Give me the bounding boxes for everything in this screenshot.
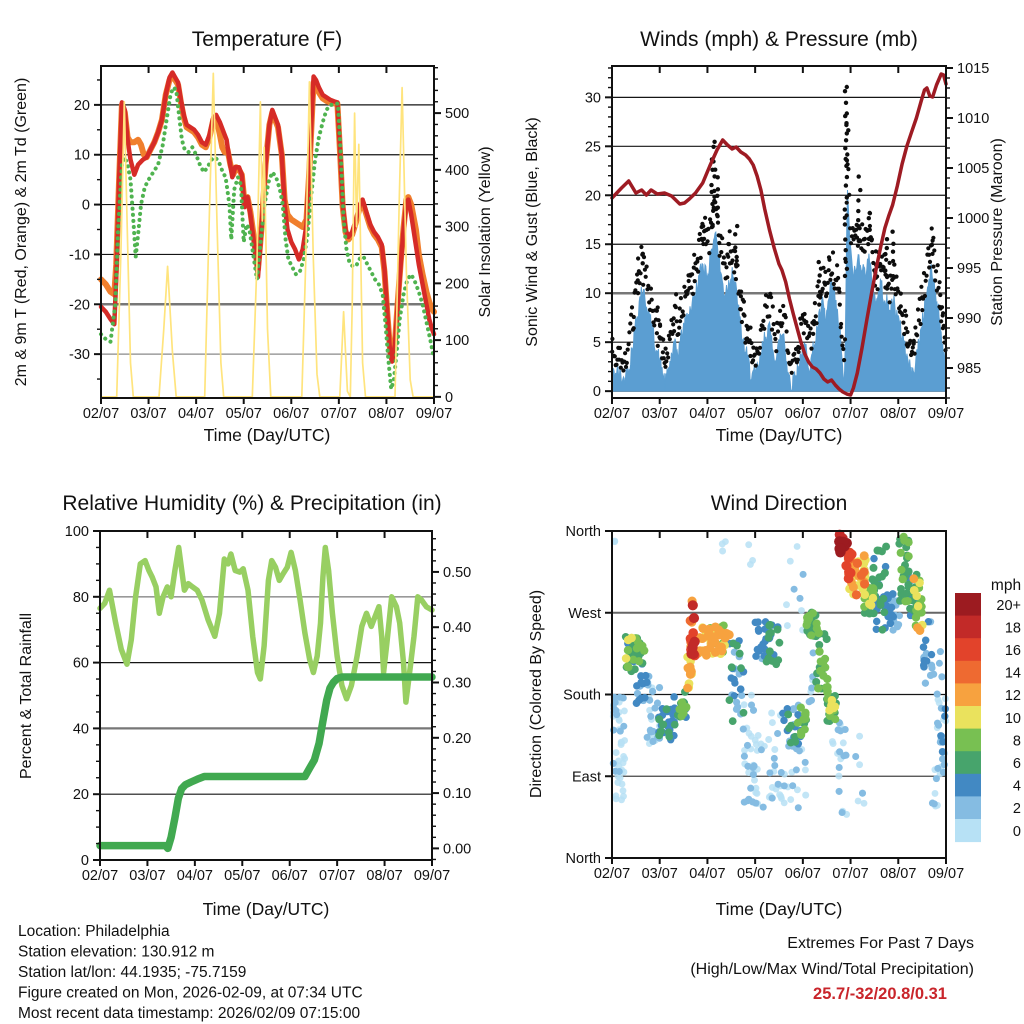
svg-text:02/07: 02/07: [82, 406, 120, 422]
svg-text:06/07: 06/07: [273, 406, 310, 422]
svg-text:05/07: 05/07: [736, 866, 774, 882]
svg-text:0.30: 0.30: [443, 675, 472, 692]
svg-text:200: 200: [445, 276, 470, 293]
footer-elevation: Station elevation: 130.912 m: [18, 943, 215, 961]
svg-text:1000: 1000: [957, 211, 990, 227]
speed-colorbar-legend: [955, 593, 1021, 842]
svg-text:1005: 1005: [957, 161, 990, 177]
svg-text:06/07: 06/07: [271, 868, 308, 884]
svg-text:8: 8: [1012, 733, 1021, 750]
svg-text:15: 15: [584, 237, 601, 254]
svg-text:25: 25: [584, 139, 601, 156]
svg-text:100: 100: [64, 524, 89, 540]
temperature-yaxis-left-label: 2m & 9m T (Red, Orange) & 2m Td (Green): [13, 77, 30, 387]
svg-text:-20: -20: [69, 297, 90, 314]
svg-text:09/07: 09/07: [415, 406, 453, 422]
svg-text:03/07: 03/07: [129, 868, 166, 884]
winds-yaxis-right-label: Station Pressure (Maroon): [989, 138, 1006, 326]
wind-direction-title: Wind Direction: [710, 492, 848, 515]
svg-text:30: 30: [584, 90, 601, 107]
svg-text:02/07: 02/07: [81, 868, 119, 884]
svg-text:09/07: 09/07: [927, 866, 965, 882]
svg-text:400: 400: [445, 162, 470, 179]
svg-text:18: 18: [1004, 620, 1021, 637]
svg-text:05/07: 05/07: [736, 406, 774, 422]
wind-direction-chart: [563, 524, 1021, 882]
svg-text:0.00: 0.00: [443, 841, 472, 858]
svg-text:1010: 1010: [957, 111, 990, 127]
winds-xaxis-label: Time (Day/UTC): [715, 425, 843, 445]
svg-text:04/07: 04/07: [689, 406, 726, 422]
svg-text:5: 5: [592, 335, 601, 352]
footer-created: Figure created on Mon, 2026-02-09, at 07:34 UTC: [18, 984, 363, 1002]
svg-text:10: 10: [73, 147, 90, 164]
svg-text:0: 0: [81, 197, 90, 214]
svg-text:-30: -30: [69, 347, 90, 364]
svg-text:0.50: 0.50: [443, 564, 472, 581]
svg-text:05/07: 05/07: [224, 868, 261, 884]
svg-text:995: 995: [957, 261, 982, 277]
svg-text:South: South: [563, 687, 601, 704]
svg-text:4: 4: [1012, 778, 1021, 795]
svg-text:West: West: [568, 605, 601, 622]
svg-text:North: North: [565, 851, 601, 867]
temperature-title: Temperature (F): [191, 28, 343, 51]
svg-text:06/07: 06/07: [784, 866, 822, 882]
svg-text:0.20: 0.20: [443, 730, 472, 747]
svg-text:08/07: 08/07: [880, 406, 917, 422]
svg-text:80: 80: [72, 589, 89, 606]
svg-text:990: 990: [957, 311, 982, 327]
svg-text:-10: -10: [69, 247, 90, 264]
svg-text:06/07: 06/07: [784, 406, 822, 422]
extremes-subheading: (High/Low/Max Wind/Total Precipitation): [690, 961, 974, 978]
legend-mph-title: mph: [990, 577, 1022, 594]
svg-text:60: 60: [72, 655, 89, 672]
temperature-chart: [69, 66, 469, 422]
svg-text:20+: 20+: [996, 597, 1021, 614]
winds-pressure-chart: [585, 61, 989, 422]
footer-timestamp: Most recent data timestamp: 2026/02/09 07:15:00: [18, 1005, 361, 1022]
extremes-values: 25.7/-32/20.8/0.31: [813, 985, 947, 1003]
svg-text:East: East: [571, 769, 601, 786]
direction-yaxis-left-label: Direction (Colored By Speed): [528, 589, 545, 799]
svg-text:03/07: 03/07: [641, 406, 678, 422]
svg-text:12: 12: [1004, 688, 1021, 705]
svg-text:04/07: 04/07: [689, 866, 726, 882]
svg-text:985: 985: [957, 361, 982, 377]
svg-text:North: North: [565, 524, 601, 540]
svg-text:09/07: 09/07: [927, 406, 965, 422]
winds-pressure-title: Winds (mph) & Pressure (mb): [640, 28, 918, 51]
svg-text:0: 0: [1012, 823, 1021, 840]
svg-text:05/07: 05/07: [225, 406, 262, 422]
svg-text:1015: 1015: [957, 61, 990, 77]
svg-text:04/07: 04/07: [176, 868, 214, 884]
svg-text:20: 20: [72, 787, 89, 804]
svg-text:20: 20: [584, 188, 601, 205]
svg-text:07/07: 07/07: [318, 868, 356, 884]
svg-text:07/07: 07/07: [832, 866, 869, 882]
temperature-xaxis-label: Time (Day/UTC): [203, 425, 331, 445]
temperature-yaxis-right-label: Solar Insolation (Yellow): [477, 146, 494, 318]
footer-location: Location: Philadelphia: [18, 923, 170, 940]
svg-text:2: 2: [1012, 801, 1021, 818]
winds-yaxis-left-label: Sonic Wind & Gust (Blue, Black): [524, 117, 541, 347]
svg-text:02/07: 02/07: [593, 866, 631, 882]
svg-text:08/07: 08/07: [368, 406, 405, 422]
rh-precip-title: Relative Humidity (%) & Precipitation (in): [62, 492, 442, 515]
svg-text:04/07: 04/07: [177, 406, 215, 422]
svg-text:03/07: 03/07: [641, 866, 678, 882]
rh-xaxis-label: Time (Day/UTC): [202, 899, 330, 919]
svg-text:09/07: 09/07: [413, 868, 451, 884]
svg-text:08/07: 08/07: [366, 868, 403, 884]
svg-text:08/07: 08/07: [880, 866, 917, 882]
svg-text:0.10: 0.10: [443, 786, 472, 803]
svg-text:500: 500: [445, 106, 470, 123]
direction-dots: [610, 530, 949, 818]
rh-yaxis-left-label: Percent & Total Rainfall: [18, 612, 35, 780]
svg-text:10: 10: [1004, 710, 1021, 727]
svg-text:16: 16: [1004, 643, 1021, 659]
svg-text:0.40: 0.40: [443, 620, 472, 637]
svg-text:10: 10: [584, 286, 601, 303]
svg-text:100: 100: [445, 333, 470, 350]
svg-text:02/07: 02/07: [593, 406, 631, 422]
svg-text:03/07: 03/07: [130, 406, 167, 422]
series-total-rainfall: [100, 677, 432, 848]
svg-text:14: 14: [1004, 665, 1021, 682]
svg-text:0: 0: [592, 384, 601, 401]
svg-text:20: 20: [73, 97, 90, 114]
svg-text:300: 300: [445, 219, 470, 236]
direction-xaxis-label: Time (Day/UTC): [715, 899, 843, 919]
svg-text:0: 0: [80, 853, 89, 869]
footer-latlon: Station lat/lon: 44.1935; -75.7159: [18, 964, 247, 981]
extremes-heading: Extremes For Past 7 Days: [787, 935, 974, 952]
svg-text:40: 40: [72, 721, 89, 738]
svg-text:07/07: 07/07: [832, 406, 869, 422]
svg-text:07/07: 07/07: [320, 406, 358, 422]
rh-precip-chart: [65, 524, 471, 884]
svg-text:6: 6: [1012, 756, 1021, 772]
svg-text:0: 0: [445, 389, 454, 406]
